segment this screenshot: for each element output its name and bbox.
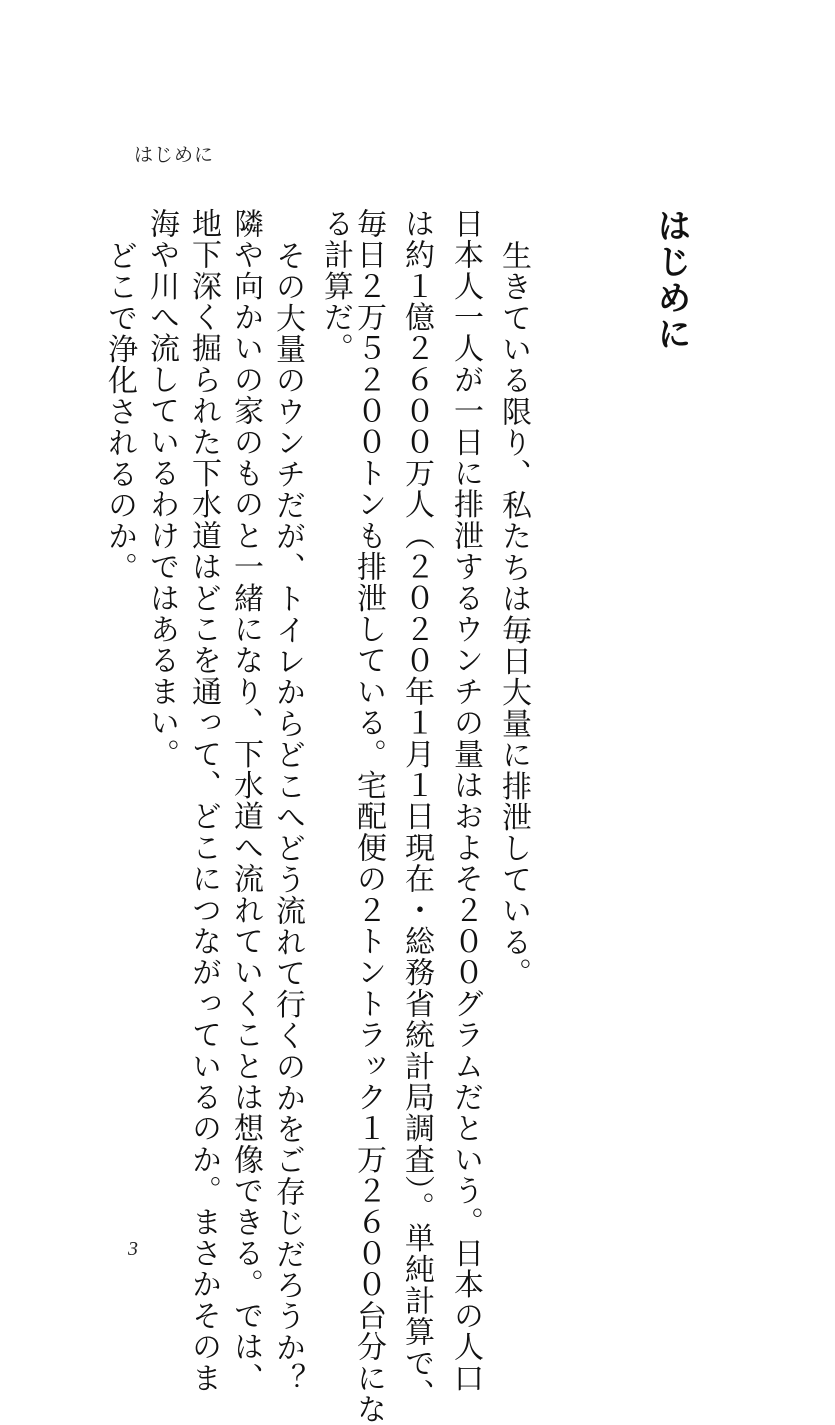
body-line-1: 生きている限り、私たちは毎日大量に排泄している。: [496, 240, 531, 989]
body-line-2: 日本人一人が一日に排泄するウンチの量はおよそ２００グラムだという。日本の人口: [448, 208, 483, 1394]
body-line-6: その大量のウンチだが、トイレからどこへどう流れて行くのかをご存じだろうか？: [270, 240, 305, 1395]
body-line-4: 毎日２万５２００トンも排泄している。宅配便の２トントラック１万２６００台分にな: [351, 208, 386, 1425]
running-head: はじめに: [134, 144, 215, 166]
body-line-10: どこで浄化されるのか。: [102, 240, 137, 584]
page-number: 3: [128, 1238, 138, 1260]
body-line-8: 地下深く掘られた下水道はどこを通って、どこにつながっているのか。まさかそのま: [186, 208, 221, 1394]
body-line-3: は約１億２６００万人（２０２０年１月１日現在・総務省統計局調査）。単純計算で、: [399, 208, 434, 1410]
chapter-title: はじめに: [651, 208, 691, 352]
body-line-7: 隣や向かいの家のものと一緒になり、下水道へ流れていくことは想像できる。では、: [228, 208, 263, 1394]
body-line-9: 海や川へ流しているわけではあるまい。: [144, 208, 179, 770]
body-line-5: る計算だ。: [318, 208, 353, 364]
